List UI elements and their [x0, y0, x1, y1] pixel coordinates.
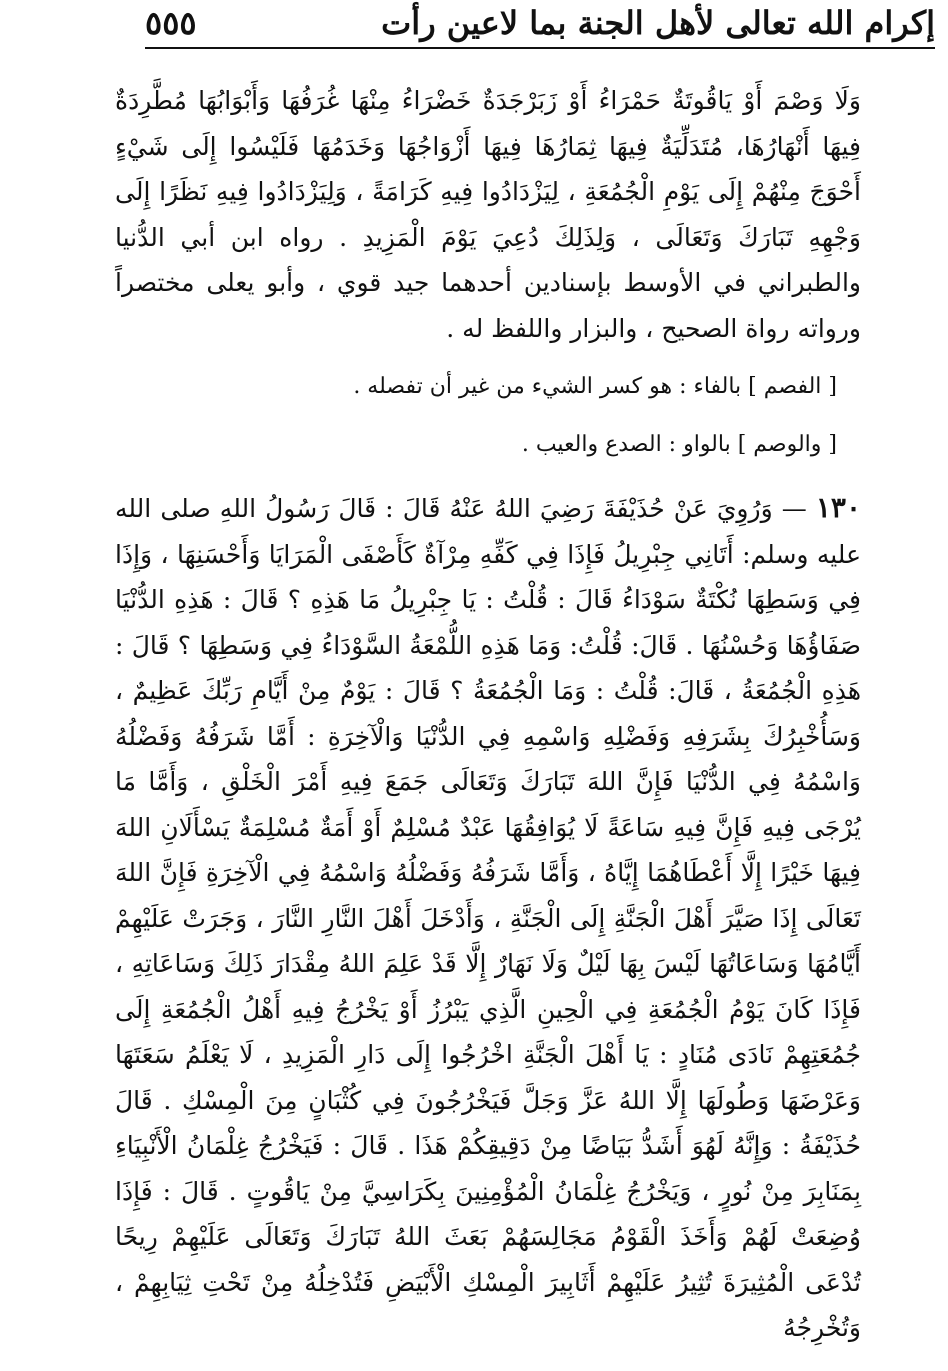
page-number: ٥٥٥	[145, 4, 197, 42]
hadith-continuation: وَلَا وَصْمَ أَوْ يَاقُوتَةٌ حَمْرَاءُ أَوْ زَبَرْجَدَةٌ خَضْرَاءُ مِنْهَا غُرَفُهَا وَأَبْوَابُهَا مُطَّرِدَةٌ فِيهَا أَنْهَارُهَا، مُتَدَلِّيَةٌ فِيهَا ثِمَارُهَا فِيهَا أَزْوَاجُهَا وَخَدَمُهَا فَلَيْسُوا إِلَى شَيْءٍ أَحْوَجَ مِنْهُمْ إِلَى يَوْمِ الْجُمُعَةِ ، لِيَزْدَادُوا فِيهِ كَرَامَةً ، وَلِيَزْدَادُوا فِيهِ نَظَرًا إِلَى وَجْهِهِ تَبَارَكَ وَتَعَالَى ، وَلِذَلِكَ دُعِيَ يَوْمَ الْمَزِيدِ . رواه ابن أبي الدُّنيا والطبراني في الأوسط بإسنادين أحدهما جيد قوي ، وأبو يعلى مختصراً ورواته رواة الصحيح ، والبزار واللفظ له .	[115, 86, 861, 343]
hadith-dash: —	[781, 494, 807, 523]
hadith-130	[115, 485, 861, 1351]
page-body	[115, 78, 861, 1351]
hadith-number: ١٣٠	[815, 491, 861, 524]
gloss-note-wasm: [ والوصم ] بالواو : الصدع والعيب .	[521, 432, 837, 457]
hadith-text: وَرُوِيَ عَنْ حُذَيْفَةَ رَضِيَ اللهُ عَنْهُ قَالَ : قَالَ رَسُولُ اللهِ صلى الله عليه وسلم: أَتَانِي جِبْرِيلُ فَإِذَا فِي كَفِّهِ مِرْآةٌ كَأَصْفَى الْمَرَايَا وَأَحْسَنِهَا ، وَإِذَا فِي وَسَطِهَا نُكْتَةٌ سَوْدَاءُ قَالَ : قُلْتُ : يَا جِبْرِيلُ مَا هَذِهِ ؟ قَالَ : هَذِهِ الدُّنْيَا صَفَاؤُهَا وَحُسْنُهَا . قَالَ: قُلْتُ: وَمَا هَذِهِ اللُّمْعَةُ السَّوْدَاءُ فِي وَسَطِهَا ؟ قَالَ : هَذِهِ الْجُمُعَةُ ، قَالَ: قُلْتُ : وَمَا الْجُمُعَةُ ؟ قَالَ : يَوْمٌ مِنْ أَيَّامِ رَبِّكَ عَظِيمٌ ، وَسَأُخْبِرُكَ بِشَرَفِهِ وَفَضْلِهِ وَاسْمِهِ فِي الدُّنْيَا وَالْآخِرَةِ : أَمَّا شَرَفُهُ وَفَضْلُهُ وَاسْمُهُ فِي الدُّنْيَا فَإِنَّ اللهَ تَبَارَكَ وَتَعَالَى جَمَعَ فِيهِ أَمْرَ الْخَلْقِ ، وَأَمَّا مَا يُرْجَى فِيهِ فَإِنَّ فِيهِ سَاعَةً لَا يُوَافِقُهَا عَبْدٌ مُسْلِمٌ أَوْ أَمَةٌ مُسْلِمَةٌ يَسْأَلَانِ اللهَ فِيهَا خَيْرًا إِلَّا أَعْطَاهُمَا إِيَّاهُ ، وَأَمَّا شَرَفُهُ وَفَضْلُهُ وَاسْمُهُ فِي الْآخِرَةِ فَإِنَّ اللهَ تَعَالَى إِذَا صَيَّرَ أَهْلَ الْجَنَّةِ إِلَى الْجَنَّةِ ، وَأَدْخَلَ أَهْلَ النَّارِ النَّارَ ، وَجَرَتْ عَلَيْهِمْ أَيَّامُهَا وَسَاعَاتُهَا لَيْسَ بِهَا لَيْلٌ وَلَا نَهَارٌ إِلَّا قَدْ عَلِمَ اللهُ مِقْدَارَ ذَلِكَ وَسَاعَاتِهِ ، فَإِذَا كَانَ يَوْمُ الْجُمُعَةِ فِي الْحِينِ الَّذِي يَبْرُزُ أَوْ يَخْرُجُ فِيهِ أَهْلُ الْجُمُعَةِ إِلَى جُمُعَتِهِمْ نَادَى مُنَادٍ : يَا أَهْلَ الْجَنَّةِ اخْرُجُوا إِلَى دَارِ الْمَزِيدِ ، لَا يَعْلَمُ سَعَتَهَا وَعَرْضَهَا وَطُولَهَا إِلَّا اللهُ عَزَّ وَجَلَّ فَيَخْرُجُونَ فِي كُثْبَانٍ مِنَ الْمِسْكِ . قَالَ حُذَيْفَةُ : وَإِنَّهُ لَهُوَ أَشَدُّ بَيَاضًا مِنْ دَقِيقِكُمْ هَذَا . قَالَ : فَيَخْرُجُ غِلْمَانُ الْأَنْبِيَاءِ بِمَنَابِرَ مِنْ نُورٍ ، وَيَخْرُجُ غِلْمَانُ الْمُؤْمِنِينَ بِكَرَاسِيَّ مِنْ يَاقُوتٍ . قَالَ : فَإِذَا وُضِعَتْ لَهُمْ وَأَخَذَ الْقَوْمُ مَجَالِسَهُمْ بَعَثَ اللهُ تَبَارَكَ وَتَعَالَى عَلَيْهِمْ رِيحًا تُدْعَى الْمُثِيرَةَ تُثِيرُ عَلَيْهِمْ أَثَابِيرَ الْمِسْكِ الْأَبْيَضِ فَتُدْخِلُهُ مِنْ تَحْتِ ثِيَابِهِمْ ، وَتُخْرِجُهُ	[115, 494, 861, 1342]
header-divider	[145, 47, 935, 49]
chapter-title: إكرام الله تعالى لأهل الجنة بما لاعين رأت	[381, 4, 935, 42]
gloss-note-fasm: [ الفصم ] بالفاء : هو كسر الشيء من غير أن تفصله .	[353, 374, 837, 399]
running-header	[145, 0, 935, 44]
